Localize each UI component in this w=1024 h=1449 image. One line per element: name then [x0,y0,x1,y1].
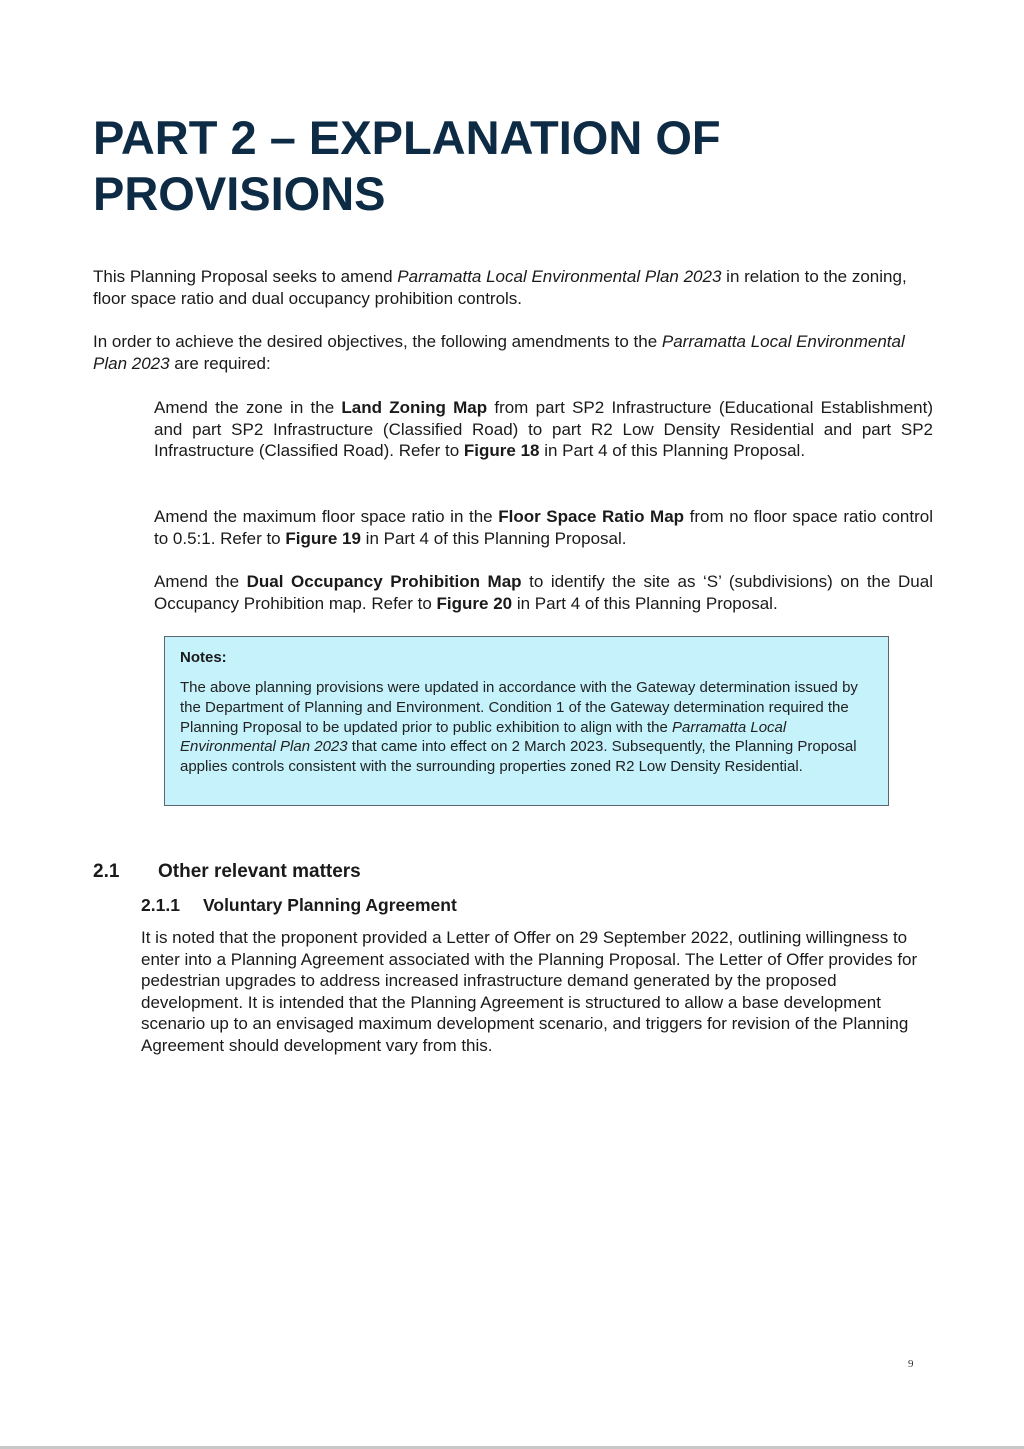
intro-paragraph-1 [93,266,923,309]
page-title [93,110,953,222]
figure-reference: Figure 18 [463,441,540,460]
page-number: 9 [908,1358,914,1370]
figure-reference: Figure 19 [285,528,361,548]
plan-name-italic: Parramatta Local Environmental Plan 2023 [93,332,905,373]
section-number: 2.1 [93,861,120,882]
vpa-paragraph: It is noted that the proponent provided a Letter of Offer on 29 September 2022, outlining willingness to enter into a Planning Agreement associated with the Planning Proposal. The Letter of Offer provides for pedestrian upgrades to address increased infrastructure demand generated by the proposed development. It is intended that the Planning Agreement is structured to allow a base development scenario up to an envisaged maximum development scenario, and triggers for revision of the Planning Agreement should development vary from this. [141,928,918,1055]
map-name: Dual Occupancy Prohibition Map [246,572,522,591]
notes-text [180,678,873,777]
notes-title: Notes: [180,649,227,666]
amendment-floor-space-ratio [154,506,933,549]
amendment-text: to identify the site as ‘S’ (subdivisions) on the Dual Occupancy Prohibition map. Refer to [154,572,933,613]
intro-text: are required: [169,353,271,373]
amendment-text: in Part 4 of this Planning Proposal. [360,528,627,548]
amendment-text: from part SP2 Infrastructure (Educational Establishment) and part SP2 Infrastructure (Classified Road) to part R2 Low Density Residential and part SP2 Infrastructure (Classified Road). Refer to [154,398,934,460]
page-title-line-2: PROVISIONS [93,167,386,220]
amendment-dual-occupancy [154,571,933,614]
page-title-line-1: PART 2 – EXPLANATION OF [93,111,721,164]
figure-reference: Figure 20 [436,593,513,613]
plan-name-italic: Parramatta Local Environmental Plan 2023 [397,267,722,286]
subsection-title: Voluntary Planning Agreement [203,895,457,915]
amendment-text: from no floor space ratio control to 0.5:1. Refer to [154,507,934,548]
subsection-number: 2.1.1 [141,895,180,915]
map-name: Land Zoning Map [341,398,488,417]
amendment-text: Amend the zone in the [154,398,342,417]
amendment-text: in Part 4 of this Planning Proposal. [539,441,806,460]
amendment-text: in Part 4 of this Planning Proposal. [512,593,778,613]
amendment-land-zoning [154,397,933,462]
notes-box [164,636,889,806]
notes-text-part: that came into effect on 2 March 2023. Subsequently, the Planning Proposal applies controls consistent with the surrounding properties zoned R2 Low Density Residential. [180,738,857,776]
amendment-text: Amend the maximum floor space ratio in the [154,507,499,526]
section-title: Other relevant matters [158,861,361,882]
map-name: Floor Space Ratio Map [498,507,685,526]
section-heading [93,860,361,884]
notes-text-part: The above planning provisions were updated in accordance with the Gateway determination issued by the Department of Planning and Environment. Condition 1 of the Gateway determination required the Planning Proposal to be updated prior to public exhibition to align with the [180,679,858,736]
plan-name-italic: Parramatta Local Environmental Plan 2023 [180,718,787,756]
amendment-text: Amend the [154,572,247,591]
intro-text: This Planning Proposal seeks to amend [93,267,398,286]
intro-paragraph-2 [93,331,923,374]
intro-text: In order to achieve the desired objectives, the following amendments to the [93,332,662,351]
subsection-heading [141,894,457,916]
intro-text: in relation to the zoning, floor space ratio and dual occupancy prohibition controls. [93,267,907,308]
